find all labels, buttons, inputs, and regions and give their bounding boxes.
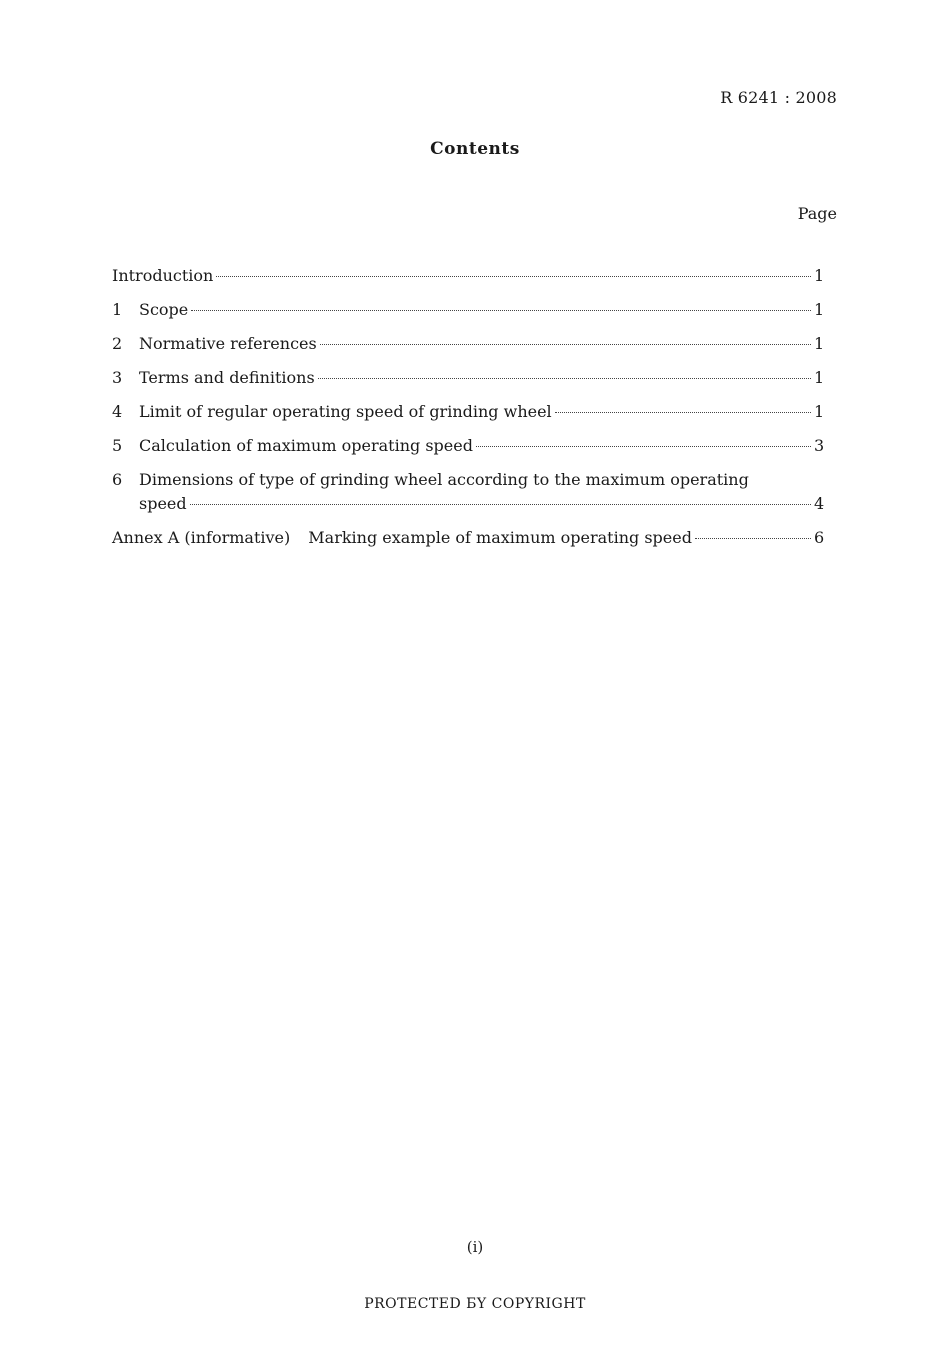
table-of-contents [112,264,824,560]
toc-section-number: 1 [112,300,123,319]
toc-entry-text: Introduction [112,266,214,285]
toc-leader-dots [695,538,811,539]
toc-entry-text: Limit of regular operating speed of grinding wheel [139,402,552,421]
toc-entry-introduction[interactable] [112,264,824,288]
toc-section-number: 2 [112,334,123,353]
toc-entry-annex-a[interactable] [112,526,824,550]
toc-page-number: 4 [814,494,825,513]
toc-entry-terms-definitions[interactable] [112,366,824,390]
toc-entry-normative-references[interactable] [112,332,824,356]
copyright-footer: PROTECTED БY COPYRIGHT [364,1296,586,1312]
toc-entry-text: Terms and definitions [139,368,315,387]
toc-page-number: 1 [814,300,825,319]
toc-section-number: 4 [112,402,123,421]
document-code: R 6241 : 2008 [720,88,837,107]
toc-leader-dots [476,446,811,447]
toc-leader-dots [320,344,811,345]
toc-section-number: 3 [112,368,123,387]
page-number: (i) [466,1238,484,1256]
toc-section-number: 5 [112,436,123,455]
toc-entry-limit-operating-speed[interactable] [112,400,824,424]
toc-entry-text: Normative references [139,334,317,353]
toc-entry-text: Calculation of maximum operating speed [139,436,473,455]
toc-leader-dots [191,310,811,311]
toc-page-number: 1 [814,334,825,353]
toc-page-number: 6 [814,528,825,547]
page-column-heading: Page [797,204,837,223]
toc-entry-dimensions[interactable] [112,468,824,516]
toc-entry-scope[interactable] [112,298,824,322]
toc-entry-text: Scope [139,300,189,319]
toc-page-number: 1 [814,266,825,285]
toc-entry-text: Dimensions of type of grinding wheel according to the maximum operating [139,470,749,489]
toc-page-number: 1 [814,368,825,387]
toc-entry-calculation[interactable] [112,434,824,458]
toc-section-number: 6 [112,470,123,489]
toc-annex-label: Annex A (informative) [112,528,291,547]
toc-page-number: 1 [814,402,825,421]
toc-entry-text-continued: speed [139,494,187,513]
toc-leader-dots [318,378,811,379]
toc-entry-text: Marking example of maximum operating speed [308,528,692,547]
toc-page-number: 3 [814,436,825,455]
page-title: Contents [430,139,520,159]
toc-leader-dots [216,276,811,277]
toc-leader-dots [555,412,811,413]
toc-leader-dots [190,504,811,505]
